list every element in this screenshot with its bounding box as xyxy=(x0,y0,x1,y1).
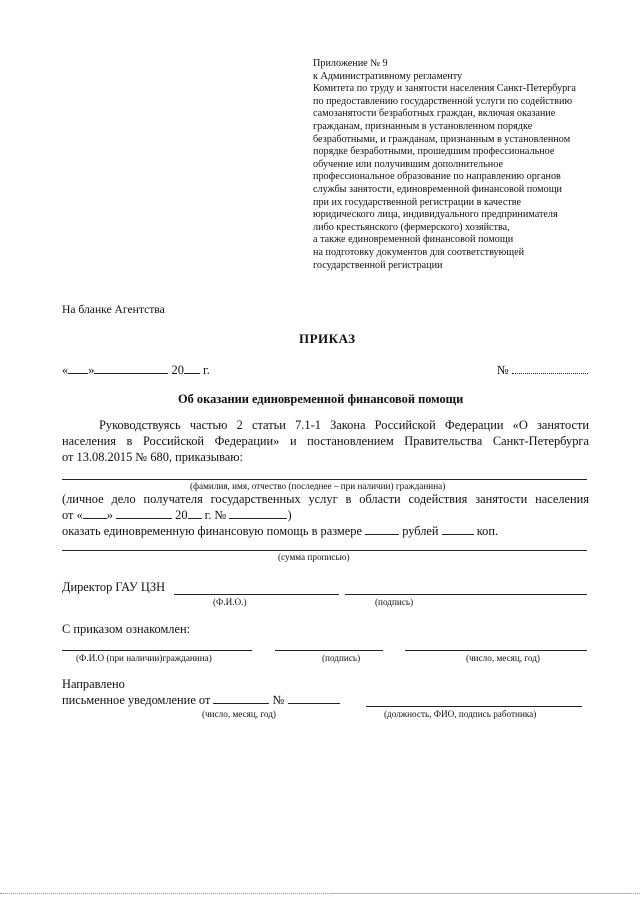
appendix-line: на подготовку документов для соответствующей xyxy=(313,246,525,258)
acquainted-fio-caption: (Ф.И.О (при наличии)гражданина) xyxy=(76,653,212,663)
acquainted-signature-caption: (подпись) xyxy=(322,653,361,663)
rubles-blank[interactable] xyxy=(365,523,399,535)
appendix-line: службы занятости, единовременной финансовой помощи xyxy=(313,183,562,195)
order-number-line: № xyxy=(497,362,588,378)
scan-edge-line xyxy=(330,893,630,894)
appendix-line: гражданам, признанным в установленном порядке xyxy=(313,120,533,132)
file-number-blank[interactable] xyxy=(229,507,287,519)
acquainted-date-blank[interactable] xyxy=(405,650,587,651)
director-signature-blank[interactable] xyxy=(345,594,587,595)
appendix-line: безработными, и гражданам, признанным в установленном xyxy=(313,133,571,145)
document-title: ПРИКАЗ xyxy=(299,331,356,346)
appendix-line: самозанятости безработных граждан, включая оказание xyxy=(313,108,556,120)
file-year-blank[interactable] xyxy=(188,507,202,519)
acquainted-fio-blank[interactable] xyxy=(62,650,252,651)
acquainted-date-caption: (число, месяц, год) xyxy=(466,653,540,663)
director-fio-caption: (Ф.И.О.) xyxy=(213,597,247,607)
order-number-blank[interactable] xyxy=(512,362,588,374)
director-signature-caption: (подпись) xyxy=(375,597,414,607)
letterhead-note: На бланке Агентства xyxy=(62,303,165,316)
sum-in-words-blank[interactable] xyxy=(62,550,587,551)
acquainted-label: С приказом ознакомлен: xyxy=(62,622,191,636)
appendix-line: профессиональное образование по направлению органов xyxy=(313,171,561,183)
worker-blank[interactable] xyxy=(366,706,582,707)
notification-line: письменное уведомление от № xyxy=(62,692,340,708)
body-line-1: Руководствуясь частью 2 статьи 7.1-1 Закона Российской Федерации «О занятости xyxy=(99,418,589,432)
director-label: Директор ГАУ ЦЗН xyxy=(62,580,166,594)
appendix-line: а также единовременной финансовой помощи xyxy=(313,234,514,246)
appendix-line: при их государственной регистрации в качестве xyxy=(313,196,522,208)
personal-file-line: (личное дело получателя государственных услуг в области содействия занятости населения xyxy=(62,492,589,506)
file-month-blank[interactable] xyxy=(116,507,172,519)
month-blank[interactable] xyxy=(94,362,168,374)
appendix-header xyxy=(313,58,613,272)
citizen-fio-blank[interactable] xyxy=(62,479,587,480)
appendix-line: либо крестьянского (фермерского) хозяйства, xyxy=(313,221,510,233)
file-day-blank[interactable] xyxy=(83,507,107,519)
director-fio-blank[interactable] xyxy=(174,594,339,595)
appendix-line: обучение или получившим дополнительное xyxy=(313,158,503,170)
body-line-2: населения в Российской Федерации» и постановлением Правительства Санкт-Петербурга xyxy=(62,434,589,448)
worker-caption: (должность, ФИО, подпись работника) xyxy=(384,709,537,719)
appendix-line: Приложение № 9 xyxy=(313,58,388,69)
year-blank[interactable] xyxy=(184,362,200,374)
kopecks-blank[interactable] xyxy=(442,523,474,535)
appendix-line: Комитета по труду и занятости населения Санкт-Петербурга xyxy=(313,83,576,95)
notification-number-blank[interactable] xyxy=(288,692,340,704)
sum-in-words-caption: (сумма прописью) xyxy=(278,552,350,562)
body-line-3: от 13.08.2015 № 680, приказываю: xyxy=(62,450,243,464)
appendix-line: к Административному регламенту xyxy=(313,70,463,82)
notification-date-blank[interactable] xyxy=(213,692,269,704)
order-date-line: « » 20 г. xyxy=(62,363,210,377)
personal-file-date-line: от « » 20 г. № ) xyxy=(62,508,292,522)
acquainted-signature-blank[interactable] xyxy=(275,650,383,651)
citizen-fio-caption: (фамилия, имя, отчество (последнее – при наличии) гражданина) xyxy=(190,481,446,491)
order-subject: Об оказании единовременной финансовой помощи xyxy=(178,392,464,406)
day-blank[interactable] xyxy=(68,362,88,374)
notification-date-caption: (число, месяц, год) xyxy=(202,709,276,719)
appendix-line: порядке безработными, прошедшим профессиональное xyxy=(313,146,555,158)
appendix-line: государственной регистрации xyxy=(313,259,443,271)
appendix-line: по предоставлению государственной услуги по содействию xyxy=(313,95,573,107)
appendix-line: юридического лица, индивидуального предпринимателя xyxy=(313,209,558,221)
grant-amount-line: оказать единовременную финансовую помощь в размере рублей коп. xyxy=(62,524,499,538)
sent-label: Направлено xyxy=(62,677,125,691)
